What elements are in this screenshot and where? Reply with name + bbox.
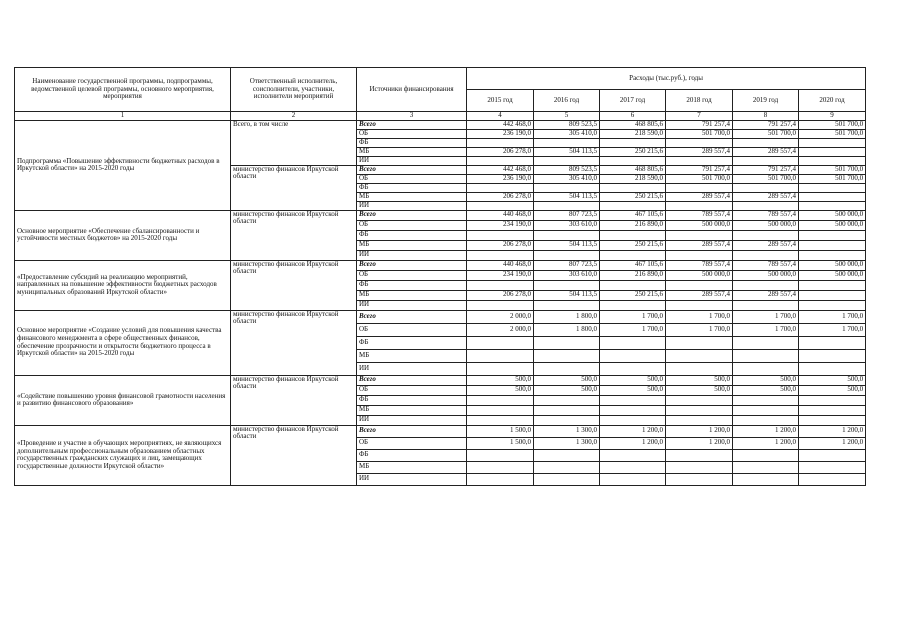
header-year: 2018 год	[666, 90, 733, 112]
amount-cell	[467, 415, 534, 425]
amount-cell	[534, 461, 600, 473]
amount-cell: 289 557,4	[733, 240, 799, 250]
amount-cell: 234 190,0	[467, 270, 534, 280]
header-responsible: Ответственный исполнитель, соисполнители, участники, исполнители мероприятий	[231, 68, 357, 112]
funding-source-cell: ИИ	[357, 415, 467, 425]
amount-cell: 1 500,0	[467, 437, 534, 449]
funding-source-cell: МБ	[357, 349, 467, 362]
amount-cell: 289 557,4	[733, 147, 799, 156]
funding-source-cell: ФБ	[357, 138, 467, 147]
amount-cell	[534, 473, 600, 485]
amount-cell: 500,0	[733, 385, 799, 395]
amount-cell	[733, 449, 799, 461]
program-name-cell: Основное мероприятие «Создание условий для повышения качества финансового менеджмента в сфере общественных финансов, обеспечение прозрачности и открытости бюджетного процесса в Иркутской области» на 2015-2020 годы	[15, 310, 231, 375]
amount-cell	[600, 250, 666, 260]
amount-cell: 250 215,6	[600, 192, 666, 201]
amount-cell	[534, 183, 600, 192]
amount-cell	[666, 415, 733, 425]
amount-cell	[467, 473, 534, 485]
column-number: 6	[600, 112, 666, 121]
column-number: 2	[231, 112, 357, 121]
amount-cell: 289 557,4	[666, 192, 733, 201]
funding-source-cell: Всего	[357, 425, 467, 437]
amount-cell: 250 215,6	[600, 240, 666, 250]
amount-cell: 504 113,5	[534, 147, 600, 156]
amount-cell	[534, 138, 600, 147]
amount-cell: 789 557,4	[666, 210, 733, 220]
amount-cell: 1 700,0	[733, 323, 799, 336]
financing-table-sheet	[14, 67, 865, 486]
amount-cell	[534, 250, 600, 260]
funding-source-cell: ИИ	[357, 201, 467, 210]
amount-cell: 1 200,0	[799, 437, 866, 449]
amount-cell	[666, 336, 733, 349]
amount-cell	[534, 280, 600, 290]
funding-source-cell: ОБ	[357, 220, 467, 230]
amount-cell	[733, 280, 799, 290]
amount-cell: 1 700,0	[799, 310, 866, 323]
amount-cell: 2 000,0	[467, 310, 534, 323]
amount-cell: 501 700,0	[666, 174, 733, 183]
amount-cell	[666, 461, 733, 473]
program-name-cell: Основное мероприятие «Обеспечение сбалансированности и устойчивости местных бюджетов» на 2015-2020 годы	[15, 210, 231, 260]
amount-cell: 1 300,0	[534, 425, 600, 437]
amount-cell	[467, 405, 534, 415]
amount-cell	[799, 280, 866, 290]
amount-cell: 218 590,0	[600, 129, 666, 138]
amount-cell	[467, 362, 534, 375]
amount-cell	[733, 461, 799, 473]
column-number: 3	[357, 112, 467, 121]
funding-source-cell: Всего	[357, 120, 467, 129]
amount-cell	[733, 405, 799, 415]
amount-cell: 468 805,6	[600, 120, 666, 129]
amount-cell: 1 200,0	[733, 437, 799, 449]
funding-source-cell: ИИ	[357, 362, 467, 375]
responsible-cell: министерство финансов Иркутской области	[231, 260, 357, 310]
amount-cell: 500,0	[467, 375, 534, 385]
amount-cell: 500 000,0	[666, 220, 733, 230]
funding-source-cell: ОБ	[357, 174, 467, 183]
amount-cell	[733, 336, 799, 349]
amount-cell: 305 410,0	[534, 129, 600, 138]
amount-cell: 791 257,4	[666, 165, 733, 174]
amount-cell: 500,0	[799, 385, 866, 395]
table-row	[15, 375, 866, 385]
amount-cell	[799, 138, 866, 147]
funding-source-cell: ИИ	[357, 250, 467, 260]
funding-source-cell: ФБ	[357, 280, 467, 290]
amount-cell: 1 200,0	[799, 425, 866, 437]
amount-cell	[799, 415, 866, 425]
column-number-row	[15, 112, 866, 121]
header-expenses: Расходы (тыс.руб.), годы	[467, 68, 866, 90]
amount-cell	[799, 192, 866, 201]
funding-source-cell: Всего	[357, 310, 467, 323]
amount-cell: 216 890,0	[600, 220, 666, 230]
funding-source-cell: ФБ	[357, 449, 467, 461]
amount-cell: 236 190,0	[467, 174, 534, 183]
amount-cell	[534, 230, 600, 240]
amount-cell	[467, 461, 534, 473]
amount-cell	[733, 156, 799, 165]
amount-cell: 467 105,6	[600, 210, 666, 220]
amount-cell: 809 523,5	[534, 165, 600, 174]
amount-cell	[733, 138, 799, 147]
amount-cell: 206 278,0	[467, 147, 534, 156]
amount-cell	[733, 473, 799, 485]
amount-cell	[467, 250, 534, 260]
amount-cell: 289 557,4	[733, 192, 799, 201]
funding-source-cell: ОБ	[357, 437, 467, 449]
funding-source-cell: ФБ	[357, 230, 467, 240]
amount-cell: 500 000,0	[799, 270, 866, 280]
amount-cell: 289 557,4	[733, 290, 799, 300]
amount-cell: 500 000,0	[799, 220, 866, 230]
program-name-cell: «Проведение и участие в обучающих мероприятиях, не являющихся дополнительным профессиональным образованием областных государственных гражданских служащих и лиц, замещающих государственные должности Иркутской области»	[15, 425, 231, 485]
amount-cell: 442 468,0	[467, 120, 534, 129]
amount-cell: 1 200,0	[733, 425, 799, 437]
amount-cell: 206 278,0	[467, 192, 534, 201]
amount-cell: 250 215,6	[600, 290, 666, 300]
amount-cell	[600, 230, 666, 240]
amount-cell	[799, 405, 866, 415]
table-row	[15, 210, 866, 220]
amount-cell	[534, 395, 600, 405]
amount-cell: 501 700,0	[733, 174, 799, 183]
amount-cell: 2 000,0	[467, 323, 534, 336]
funding-source-cell: Всего	[357, 210, 467, 220]
amount-cell	[467, 349, 534, 362]
column-number: 4	[467, 112, 534, 121]
amount-cell: 500 000,0	[733, 270, 799, 280]
header-year: 2015 год	[467, 90, 534, 112]
amount-cell: 500 000,0	[733, 220, 799, 230]
amount-cell	[733, 183, 799, 192]
amount-cell	[799, 240, 866, 250]
amount-cell: 468 805,6	[600, 165, 666, 174]
header-year: 2019 год	[733, 90, 799, 112]
amount-cell: 500 000,0	[799, 260, 866, 270]
amount-cell: 1 700,0	[799, 323, 866, 336]
amount-cell: 1 300,0	[534, 437, 600, 449]
table-body	[15, 120, 866, 485]
amount-cell: 303 610,0	[534, 220, 600, 230]
amount-cell: 440 468,0	[467, 260, 534, 270]
amount-cell	[600, 473, 666, 485]
amount-cell: 807 723,5	[534, 210, 600, 220]
header-source: Источники финансирования	[357, 68, 467, 112]
amount-cell	[799, 336, 866, 349]
column-number: 1	[15, 112, 231, 121]
amount-cell	[799, 156, 866, 165]
amount-cell: 501 700,0	[799, 120, 866, 129]
amount-cell: 250 215,6	[600, 147, 666, 156]
amount-cell	[799, 147, 866, 156]
amount-cell	[534, 405, 600, 415]
header-name: Наименование государственной программы, подпрограммы, ведомственной целевой программы, основного мероприятия, мероприятия	[15, 68, 231, 112]
table-row	[15, 425, 866, 437]
funding-source-cell: ОБ	[357, 129, 467, 138]
amount-cell: 500,0	[600, 385, 666, 395]
amount-cell	[600, 300, 666, 310]
amount-cell	[666, 156, 733, 165]
amount-cell: 504 113,5	[534, 192, 600, 201]
responsible-cell: министерство финансов Иркутской области	[231, 165, 357, 210]
header-year: 2020 год	[799, 90, 866, 112]
amount-cell	[799, 395, 866, 405]
header-year: 2016 год	[534, 90, 600, 112]
amount-cell	[666, 230, 733, 240]
amount-cell: 500,0	[534, 385, 600, 395]
amount-cell	[600, 415, 666, 425]
amount-cell	[733, 415, 799, 425]
amount-cell	[534, 349, 600, 362]
amount-cell	[666, 362, 733, 375]
funding-source-cell: Всего	[357, 375, 467, 385]
amount-cell: 500,0	[666, 375, 733, 385]
amount-cell: 1 800,0	[534, 323, 600, 336]
responsible-cell: министерство финансов Иркутской области	[231, 210, 357, 260]
amount-cell: 289 557,4	[666, 147, 733, 156]
amount-cell: 440 468,0	[467, 210, 534, 220]
amount-cell	[666, 449, 733, 461]
funding-source-cell: МБ	[357, 240, 467, 250]
column-number: 5	[534, 112, 600, 121]
amount-cell: 789 557,4	[666, 260, 733, 270]
amount-cell: 500 000,0	[666, 270, 733, 280]
amount-cell: 1 700,0	[733, 310, 799, 323]
amount-cell	[799, 290, 866, 300]
funding-source-cell: ОБ	[357, 385, 467, 395]
funding-source-cell: МБ	[357, 405, 467, 415]
amount-cell	[666, 395, 733, 405]
amount-cell	[666, 183, 733, 192]
amount-cell	[733, 395, 799, 405]
amount-cell	[600, 362, 666, 375]
amount-cell	[467, 138, 534, 147]
amount-cell	[666, 280, 733, 290]
amount-cell: 1 700,0	[666, 310, 733, 323]
amount-cell: 791 257,4	[733, 120, 799, 129]
amount-cell: 501 700,0	[733, 129, 799, 138]
amount-cell	[733, 230, 799, 240]
amount-cell: 500,0	[799, 375, 866, 385]
amount-cell: 1 200,0	[600, 425, 666, 437]
amount-cell	[600, 395, 666, 405]
table-row	[15, 310, 866, 323]
amount-cell	[534, 156, 600, 165]
amount-cell: 500,0	[467, 385, 534, 395]
amount-cell: 501 700,0	[666, 129, 733, 138]
amount-cell	[733, 201, 799, 210]
amount-cell	[600, 280, 666, 290]
amount-cell	[799, 461, 866, 473]
amount-cell	[467, 183, 534, 192]
amount-cell	[467, 280, 534, 290]
amount-cell	[534, 336, 600, 349]
amount-cell: 1 700,0	[666, 323, 733, 336]
amount-cell: 500,0	[534, 375, 600, 385]
funding-source-cell: ФБ	[357, 336, 467, 349]
amount-cell	[600, 405, 666, 415]
amount-cell	[467, 201, 534, 210]
column-number: 9	[799, 112, 866, 121]
amount-cell	[534, 300, 600, 310]
funding-source-cell: Всего	[357, 260, 467, 270]
amount-cell	[733, 349, 799, 362]
funding-source-cell: ОБ	[357, 323, 467, 336]
amount-cell	[733, 362, 799, 375]
amount-cell: 442 468,0	[467, 165, 534, 174]
amount-cell	[600, 138, 666, 147]
amount-cell	[799, 183, 866, 192]
program-name-cell: Подпрограмма «Повышение эффективности бюджетных расходов в Иркутской области» на 2015-2020 годы	[15, 120, 231, 210]
responsible-cell: министерство финансов Иркутской области	[231, 310, 357, 375]
amount-cell	[467, 156, 534, 165]
amount-cell: 789 557,4	[733, 210, 799, 220]
amount-cell	[467, 230, 534, 240]
funding-source-cell: МБ	[357, 461, 467, 473]
amount-cell: 1 700,0	[600, 310, 666, 323]
amount-cell: 789 557,4	[733, 260, 799, 270]
amount-cell: 504 113,5	[534, 240, 600, 250]
amount-cell	[799, 362, 866, 375]
funding-source-cell: ФБ	[357, 183, 467, 192]
amount-cell	[600, 183, 666, 192]
table-row	[15, 260, 866, 270]
amount-cell	[467, 300, 534, 310]
amount-cell: 500,0	[666, 385, 733, 395]
program-name-cell: «Содействие повышению уровня финансовой грамотности населения и развитию финансового образования»	[15, 375, 231, 425]
amount-cell	[666, 473, 733, 485]
amount-cell	[534, 415, 600, 425]
funding-source-cell: МБ	[357, 147, 467, 156]
amount-cell	[666, 138, 733, 147]
amount-cell	[666, 405, 733, 415]
amount-cell	[534, 449, 600, 461]
amount-cell	[467, 395, 534, 405]
amount-cell: 1 700,0	[600, 323, 666, 336]
amount-cell: 501 700,0	[799, 174, 866, 183]
amount-cell	[467, 449, 534, 461]
amount-cell	[666, 250, 733, 260]
amount-cell	[799, 349, 866, 362]
amount-cell	[534, 201, 600, 210]
amount-cell	[733, 250, 799, 260]
amount-cell	[600, 449, 666, 461]
amount-cell	[733, 300, 799, 310]
funding-source-cell: ОБ	[357, 270, 467, 280]
funding-source-cell: МБ	[357, 192, 467, 201]
amount-cell: 234 190,0	[467, 220, 534, 230]
amount-cell: 807 723,5	[534, 260, 600, 270]
amount-cell: 500,0	[600, 375, 666, 385]
amount-cell	[467, 336, 534, 349]
amount-cell: 216 890,0	[600, 270, 666, 280]
amount-cell	[600, 201, 666, 210]
amount-cell: 218 590,0	[600, 174, 666, 183]
amount-cell	[799, 201, 866, 210]
amount-cell: 206 278,0	[467, 290, 534, 300]
amount-cell: 791 257,4	[733, 165, 799, 174]
amount-cell: 500 000,0	[799, 210, 866, 220]
amount-cell: 809 523,5	[534, 120, 600, 129]
amount-cell	[666, 201, 733, 210]
amount-cell: 504 113,5	[534, 290, 600, 300]
amount-cell	[799, 300, 866, 310]
column-number: 7	[666, 112, 733, 121]
table-row	[15, 120, 866, 129]
responsible-cell: министерство финансов Иркутской области	[231, 375, 357, 425]
amount-cell: 467 105,6	[600, 260, 666, 270]
amount-cell	[799, 230, 866, 240]
amount-cell: 1 200,0	[600, 437, 666, 449]
funding-source-cell: ИИ	[357, 300, 467, 310]
amount-cell	[666, 300, 733, 310]
amount-cell: 1 800,0	[534, 310, 600, 323]
program-name-cell: «Предоставление субсидий на реализацию мероприятий, направленных на повышение эффективности бюджетных расходов муниципальных образований Иркутской области»	[15, 260, 231, 310]
amount-cell: 289 557,4	[666, 290, 733, 300]
amount-cell: 501 700,0	[799, 129, 866, 138]
funding-source-cell: Всего	[357, 165, 467, 174]
amount-cell: 303 610,0	[534, 270, 600, 280]
amount-cell	[600, 156, 666, 165]
amount-cell: 236 190,0	[467, 129, 534, 138]
amount-cell: 501 700,0	[799, 165, 866, 174]
amount-cell	[600, 336, 666, 349]
amount-cell	[666, 349, 733, 362]
amount-cell: 791 257,4	[666, 120, 733, 129]
amount-cell: 206 278,0	[467, 240, 534, 250]
amount-cell	[799, 449, 866, 461]
column-number: 8	[733, 112, 799, 121]
amount-cell	[600, 461, 666, 473]
amount-cell: 305 410,0	[534, 174, 600, 183]
header-year: 2017 год	[600, 90, 666, 112]
amount-cell	[600, 349, 666, 362]
funding-source-cell: ИИ	[357, 156, 467, 165]
funding-source-cell: ИИ	[357, 473, 467, 485]
amount-cell	[534, 362, 600, 375]
amount-cell: 1 500,0	[467, 425, 534, 437]
amount-cell: 1 200,0	[666, 437, 733, 449]
amount-cell	[799, 473, 866, 485]
amount-cell: 1 200,0	[666, 425, 733, 437]
amount-cell: 289 557,4	[666, 240, 733, 250]
amount-cell	[799, 250, 866, 260]
funding-source-cell: МБ	[357, 290, 467, 300]
amount-cell: 500,0	[733, 375, 799, 385]
funding-source-cell: ФБ	[357, 395, 467, 405]
responsible-cell: Всего, в том числе	[231, 120, 357, 165]
responsible-cell: министерство финансов Иркутской области	[231, 425, 357, 485]
financing-table	[14, 67, 866, 486]
